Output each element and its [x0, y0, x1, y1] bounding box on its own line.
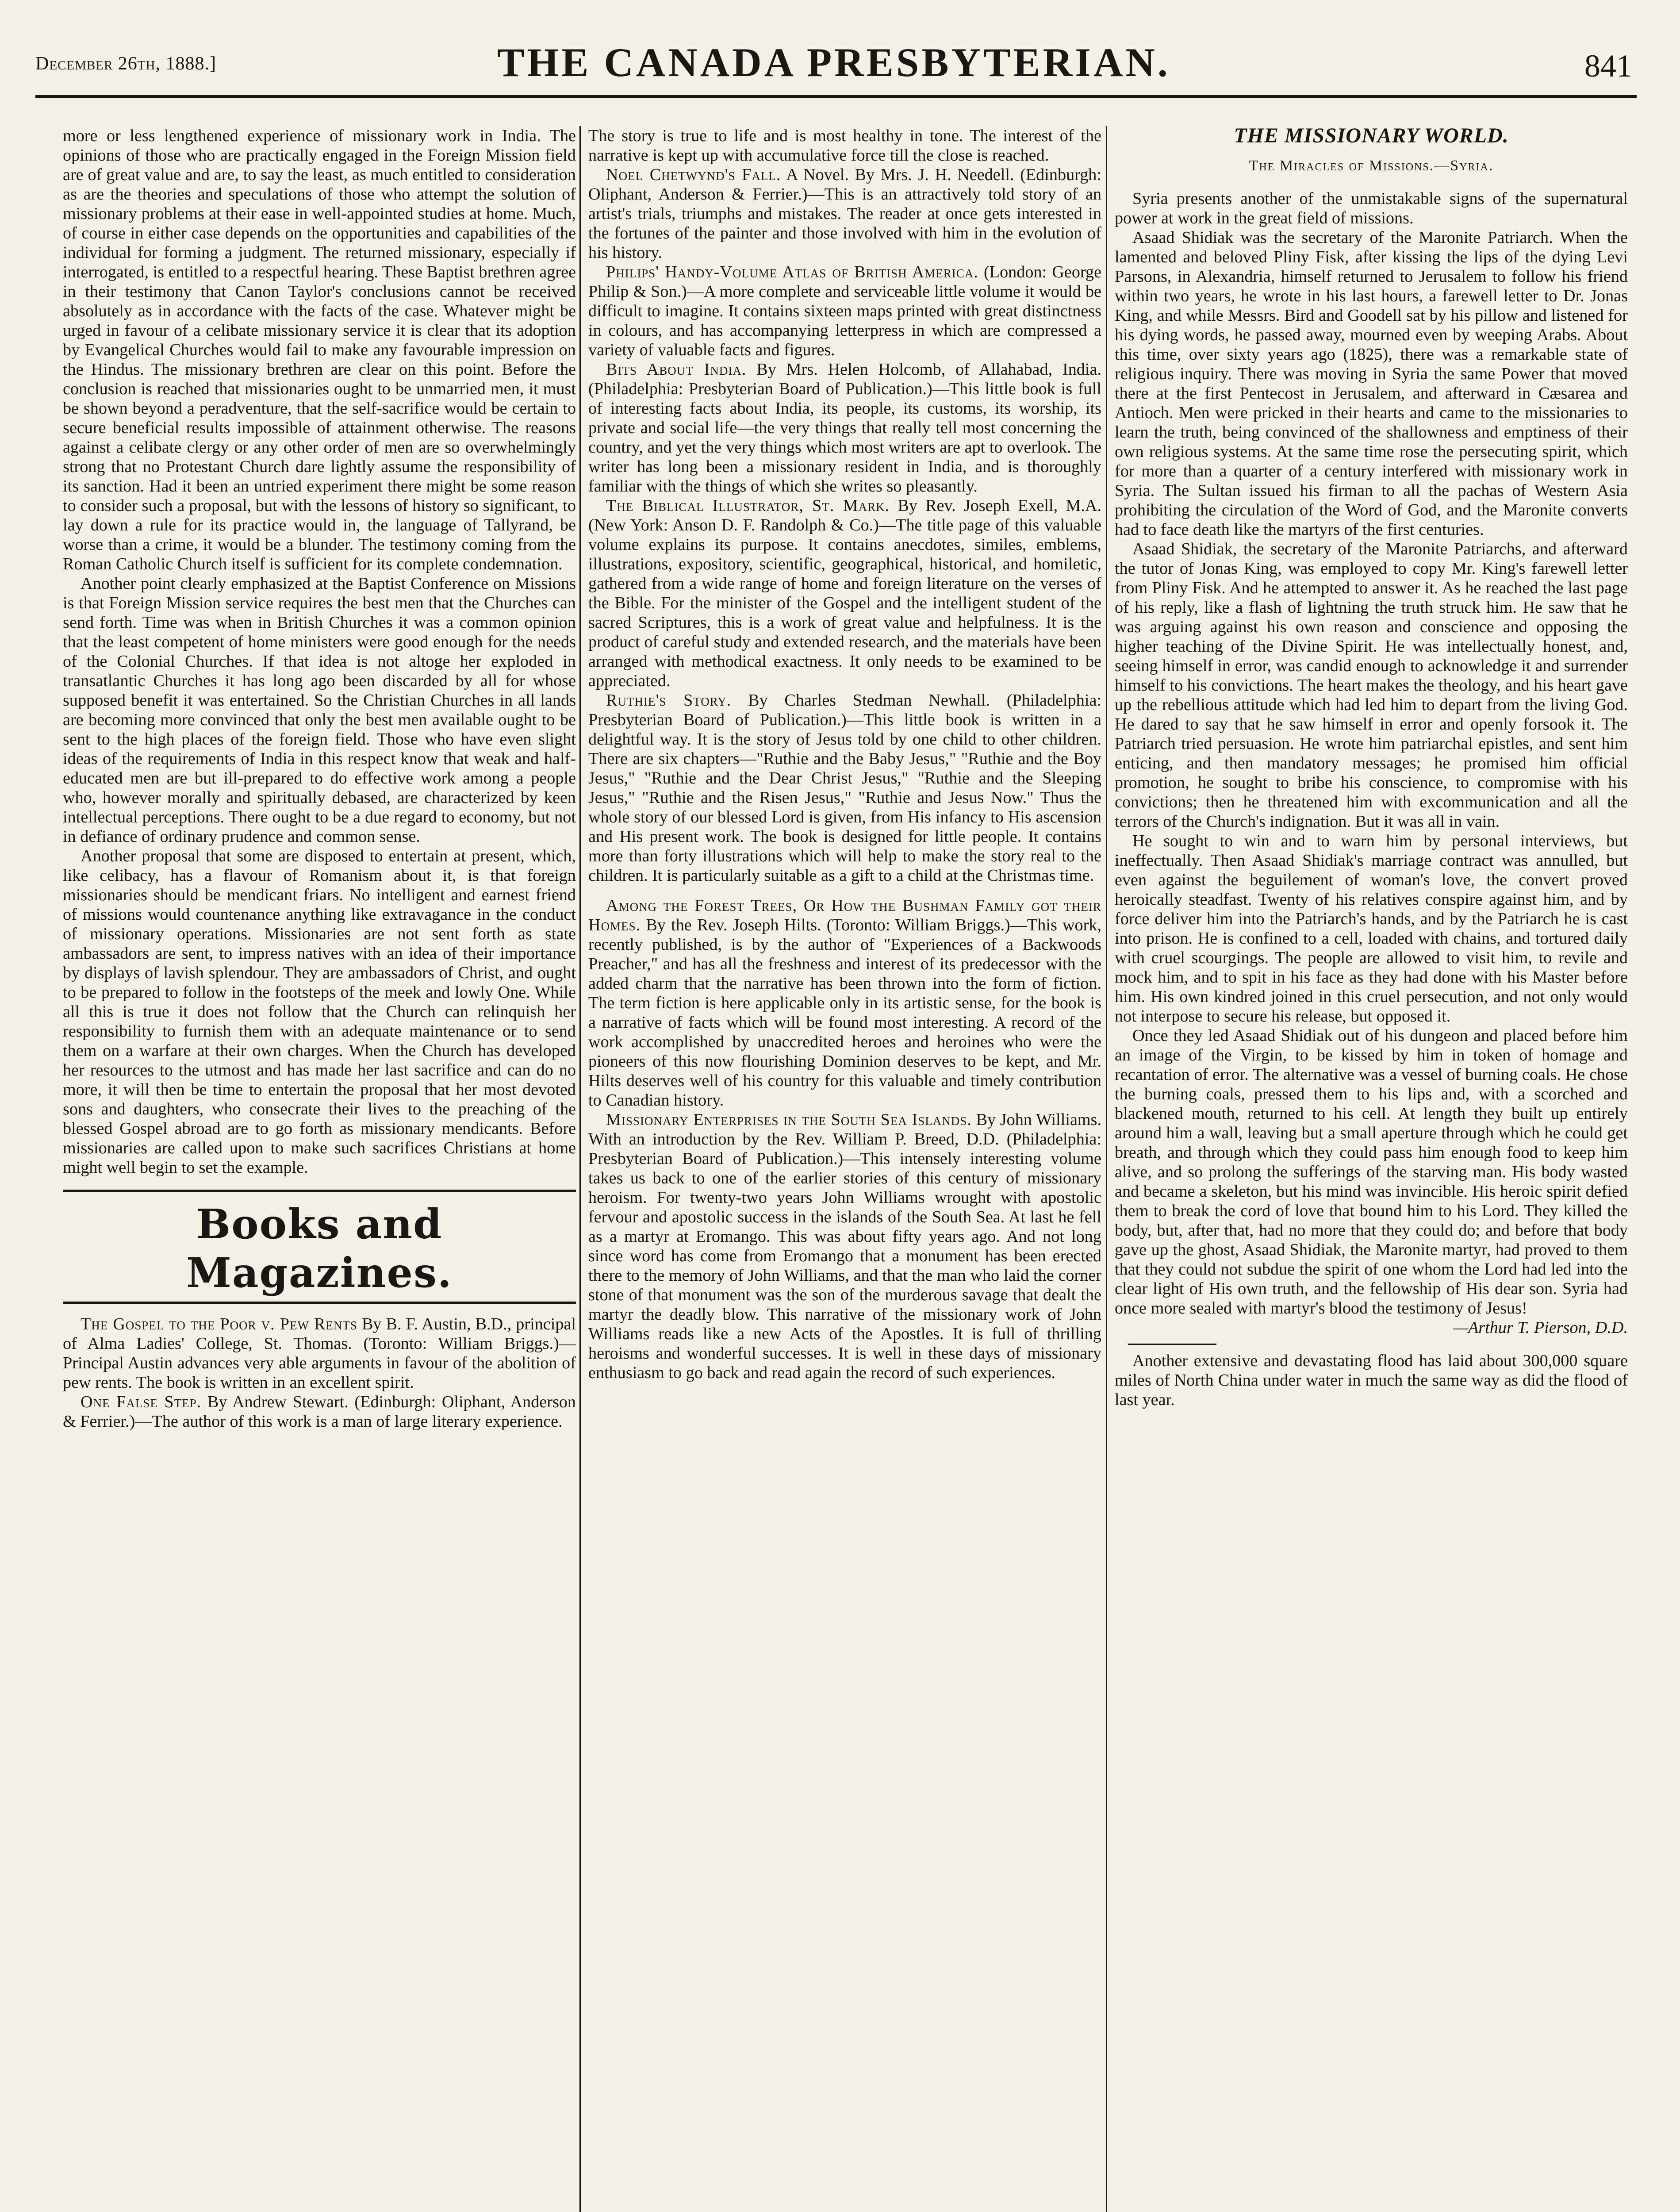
review-entry [63, 1392, 576, 1431]
review-title: The Biblical Illustrator, St. Mark. [606, 496, 890, 515]
books-and-magazines-heading: Books and Magazines. [63, 1190, 576, 1304]
review-body: By Charles Stedman Newhall. (Philadelphia: Presbyterian Board of Publication.)—This little book is written in a delightful way. It is the story of Jesus told by one child to other children. There are six chapters—"Ruthie and the Baby Jesus," "Ruthie and the Boy Jesus," "Ruthie and the Dear Christ Jesus," "Ruthie and the Sleeping Jesus," "Ruthie and the Risen Jesus," "Ruthie and Jesus Now." Thus the whole story of our blessed Lord is given, from His infancy to His ascension and His present work. The book is designed for little people. It contains more than forty illustrations which will help to make the story real to the children. It is particularly suitable as a gift to a child at the Christmas time. [588, 691, 1101, 885]
review-entry [588, 360, 1101, 496]
review-body: By Rev. Joseph Exell, M.A. (New York: Anson D. F. Randolph & Co.)—The title page of this valuable volume explains its purpose. It contains anecdotes, similes, emblems, illustrations, expository, scientific, geographical, historical, and homiletic, gathered from a wide range of home and foreign literature on the verses of the Bible. For the minister of the Gospel and the intelligent student of the sacred Scriptures, this is a work of great value and helpfulness. It is the product of careful study and extended research, and the materials have been arranged with methodical exactness. It only needs to be examined to be appreciated. [588, 496, 1101, 690]
review-body: (London: George Philip & Son.)—A more complete and serviceable little volume it would be difficult to imagine. It contains sixteen maps printed with great distinctness in colours, and has accompanying letterpress in which are compressed a variety of valuable facts and figures. [588, 263, 1102, 359]
review-title: Missionary Enterprises in the South Sea Islands. [606, 1110, 972, 1129]
article-paragraph: more or less lengthened experience of missionary work in India. The opinions of those who are practically engaged in the Foreign Mission field are of great value and are, to say the least, as much entitled to consideration as are the theories and speculations of those who attempt the solution of missionary problems at their ease in well-appointed studies at home. Much, of course in either case depends on the opportunities and capabilities of the individual for forming a judgment. The returned missionary, especially if interrogated, is entitled to a respectful hearing. These Baptist brethren agree in their testimony that Canon Taylor's conclusions cannot be received absolutely as in accordance with the facts of the case. Whatever might be urged in favour of a celibate missionary service it is clear that its adoption by Evangelical Churches would fail to make any favourable impression on the Hindus. The missionary brethren are clear on this point. Before the conclusion is reached that missionaries ought to be unmarried men, it must be shown beyond a peradventure, that the self-sacrifice would be certain to secure beneficial results impossible of attainment otherwise. The reasons against a celibate clergy or any other order of men are so overwhelmingly strong that no Protestant Church dare lightly assume the responsibility of its sanction. Had it been an untried experiment there might be some reason to consider such a proposal, but with the lessons of history so significant, to lay down a rule for its practice would in, the language of Tallyrand, be worse than a crime, it would be a blunder. The testimony coming from the Roman Catholic Church itself is sufficient for its complete condemnation. [63, 127, 576, 573]
review-title: Bits About India. [606, 360, 747, 379]
article-paragraph: Asaad Shidiak was the secretary of the Maronite Patriarch. When the lamented and beloved Pliny Fisk, after kissing the lips of the dying Levi Parsons, in Alexandria, himself returned to Jerusalem to follow his friend within two years, he wrote in his last hours, a farewell letter to Dr. Jonas King, and while Messrs. Bird and Goodell sat by his pillow and listened for his dying words, he passed away, mourned even by weeping Arabs. About this time, over sixty years ago (1825), there was a remarkable state of religious inquiry. There was moving in Syria the same Power that moved there at the first Pentecost in Jerusalem, and afterward in Cæsarea and Antioch. Men were pricked in their hearts and came to the missionaries to learn the truth, being convinced of the shallowness and emptiness of their own religious systems. At the same time rose the persecuting spirit, which for more than a quarter of a century interfered with missionary work in Syria. The Sultan issued his firman to all the pachas of Western Asia prohibiting the circulation of the Word of God, and the Maronite converts had to face death like the martyrs of the first centuries. [1115, 228, 1628, 539]
masthead-title: THE CANADA PRESBYTERIAN. [497, 40, 1170, 85]
page-header [35, 31, 1632, 97]
section-title: THE MISSIONARY WORLD. [1234, 124, 1509, 147]
review-title: Among the Forest Trees, Or How the Bushman Family got their Homes. [588, 896, 1101, 934]
article-paragraph: Syria presents another of the unmistakable signs of the supernatural power at work in the great field of missions. [1115, 189, 1628, 227]
author-signature: —Arthur T. Pierson, D.D. [1453, 1318, 1628, 1337]
review-entry [588, 496, 1101, 691]
review-body: By John Williams. With an introduction by the Rev. William P. Breed, D.D. (Philadelphia: Presbyterian Board of Publication.)—This intensely interesting volume takes us back to one of the earlier stories of this century of missionary heroism. For twenty-two years John Williams wrought with apostolic fervour and apostolic success in the islands of the South Sea. At last he fell as a martyr at Eromango. This was about fifty years ago. And not long since word has come from Eromango that a monument has been erected there to the memory of John Williams, and that the man who laid the corner stone of that monument was the son of the murderous savage that dealt the martyr the deadly blow. This narrative of the missionary work of John Williams reads like a new Acts of the Apostles. It is full of thrilling heroisms and wonderful successes. It is well in these days of missionary enthusiasm to go back and read again the record of such experiences. [588, 1110, 1102, 1382]
column-left [63, 126, 576, 1431]
article-subtitle: The Miracles of Missions.—Syria. [1249, 157, 1494, 174]
column-right [1115, 126, 1628, 1409]
article-paragraph: Once they led Asaad Shidiak out of his dungeon and placed before him an image of the Virgin, to be kissed by him in token of homage and recantation of error. The alternative was a vessel of burning coals. He chose the burning coals, pressed them to his lips and, with a scorched and blackened mouth, returned to his cell. At length they built up entirely around him a wall, leaving but a small aperture through which he could get breath, and through which they could pass him enough food to keep him alive, and so prolong the sufferings of the starving man. His body wasted and became a skeleton, but his mind was invincible. His heroic spirit defied them to break the cord of love that bound him to his Lord. They killed the body, but, after that, had no more that they could do; and before that body gave up the ghost, Asaad Shidiak, the Maronite martyr, had proved to them that they could not subdue the spirit of one whom the Lord had led into the clear light of His own truth, and the fellowship of His dear son. Syria had once more sealed with martyr's blood the testimony of Jesus! [1115, 1026, 1628, 1317]
article-paragraph: Another proposal that some are disposed to entertain at present, which, like celibacy, has a flavour of Romanism about it, is that foreign missionaries should be mendicant friars. No intelligent and earnest friend of missions would countenance anything like extravagance in the conduct of missionary operations. Missionaries are not sent forth as state ambassadors are sent, to impress natives with an idea of their importance by displays of lavish splendour. They are ambassadors of Christ, and ought to be prepared to follow in the footsteps of the meek and lowly One. While all this is true it does not follow that the Church can relinquish her responsibility to furnish them with an adequate maintenance or to send them on a warfare at their own charges. When the Church has developed her resources to the utmost and has made her last sacrifice and can do no more, it will then be time to entertain the proposal that her most devoted sons and daughters, who consecrate their lives to the preaching of the blessed Gospel abroad are to go forth as missionary mendicants. Before missionaries are called upon to make such sacrifices Christians at home might well begin to set the example. [63, 847, 576, 1177]
column-middle [588, 126, 1101, 1382]
review-title: The Gospel to the Poor v. Pew Rents [81, 1315, 357, 1333]
article-paragraph: Another point clearly emphasized at the Baptist Conference on Missions is that Foreign Mission service requires the best men that the Churches can send forth. Time was when in British Churches it was a common opinion that the least competent of home ministers were good enough for the needs of the Colonial Churches. If that idea is not altoge her exploded in transatlantic Churches it has long ago been discarded by all for whose supposed benefit it was entertained. So the Christian Churches in all lands are becoming more convinced that only the best men available ought to be sent to the high places of the foreign field. Those who have even slight ideas of the requirements of India in this respect know that weak and half-educated men are but ill-prepared to do effective work among a people who, however morally and spiritually debased, are characterized by keen intellectual perceptions. There ought to be a due regard to economy, but not in defiance of ordinary prudence and common sense. [63, 574, 576, 846]
review-entry [588, 691, 1101, 885]
review-body: By the Rev. Joseph Hilts. (Toronto: William Briggs.)—This work, recently published, is by the author of "Experiences of a Backwoods Preacher," and has all the freshness and interest of its predecessor with the added charm that the narrative has been thrown into the form of fiction. The term fiction is here applicable only in its artistic sense, for the book is a narrative of facts which will be found most interesting. A record of the work accomplished by unaccredited heroes and heroines who were the pioneers of this now flourishing Dominion deserves to be kept, and Mr. Hilts deserves well of his country for this valuable and timely contribution to Canadian history. [588, 916, 1102, 1110]
article-paragraph: He sought to win and to warn him by personal interviews, but ineffectually. Then Asaad Shidiak's marriage contract was annulled, but even against the beguilement of woman's love, the convert proved heroically steadfast. Twenty of his relatives conspire against him, and by force deliver him into the Patriarch's hands, and by the Patriarch he is cast into prison. He is confined to a cell, loaded with chains, and tortured daily with cruel scourgings. The people are allowed to visit him, to revile and mock him, and to spit in his face as they had done with his Master before him. His own kindred joined in this cruel persecution, and not only would not interpose to secure his release, but opposed it. [1115, 832, 1628, 1025]
article-paragraph: Asaad Shidiak, the secretary of the Maronite Patriarchs, and afterward the tutor of Jonas King, was employed to copy Mr. King's farewell letter from Pliny Fisk. And he attempted to answer it. As he reached the last page of his reply, like a flash of lightning the truth struck him. He saw that he was arguing against his own reason and conscience and opposing the higher teaching of the Divine Spirit. He was intellectually honest, and, seeing himself in error, was candid enough to acknowledge it and surrender himself to his convictions. The heart makes the theology, and his heart gave up the rebellious attitude which had led him to depart from the living God. He dared to say that he saw himself in error and openly forsook it. The Patriarch tried persuasion. He wrote him patriarchal epistles, and sent him enticing, and then mandatory messages; he promised him official promotion, he sought to bribe his conscience, to compromise with his convictions; then he threatened him with excommunication and all the terrors of the Church's indignation. But it was all in vain. [1115, 540, 1628, 831]
review-body: By Mrs. Helen Holcomb, of Allahabad, India. (Philadelphia: Presbyterian Board of Publication.)—This little book is full of interesting facts about India, its people, its customs, its worship, its private and social life—the very things that really tell most concerning the country, and yet the very things which most writers are apt to overlook. The writer has long been a missionary resident in India, and is thoroughly familiar with the things of which she writes so pleasantly. [588, 360, 1102, 495]
news-paragraph: Another extensive and devastating flood has laid about 300,000 square miles of North China under water in much the same way as did the flood of last year. [1115, 1352, 1628, 1409]
review-entry [588, 262, 1101, 360]
review-entry [63, 1314, 576, 1392]
issue-date: December 26th, 1888.] [35, 54, 216, 74]
review-body: By B. F. Austin, B.D., principal of Alma Ladies' College, St. Thomas. (Toronto: William Briggs.)—Principal Austin advances very able arguments in favour of the abolition of pew rents. The book is written in an excellent spirit. [63, 1315, 576, 1392]
review-entry [588, 896, 1101, 1110]
review-title: Philips' Handy-Volume Atlas of British America. [606, 263, 978, 281]
review-title: Noel Chetwynd's Fall. [606, 165, 781, 184]
end-rule [1128, 1344, 1216, 1345]
review-entry [588, 1110, 1101, 1382]
review-body: By Andrew Stewart. (Edinburgh: Oliphant, Anderson & Ferrier.)—The author of this work is a man of large literary experience. [63, 1393, 576, 1431]
header-rule [35, 95, 1637, 98]
column-rule-1 [579, 126, 581, 2212]
review-body: A Novel. By Mrs. J. H. Needell. (Edinburgh: Oliphant, Anderson & Ferrier.)—This is an attractively told story of an artist's trials, triumphs and mistakes. The reader at once gets interested in the fortunes of the painter and those involved with him in the evolution of his history. [588, 165, 1101, 262]
review-title: Ruthie's Story. [606, 691, 732, 710]
review-continuation: The story is true to life and is most healthy in tone. The interest of the narrative is kept up with accumulative force till the close is reached. [588, 127, 1101, 165]
column-rule-2 [1106, 126, 1107, 2212]
review-entry [588, 165, 1101, 262]
review-title: One False Step. [81, 1393, 202, 1411]
page-number: 841 [1584, 48, 1632, 84]
